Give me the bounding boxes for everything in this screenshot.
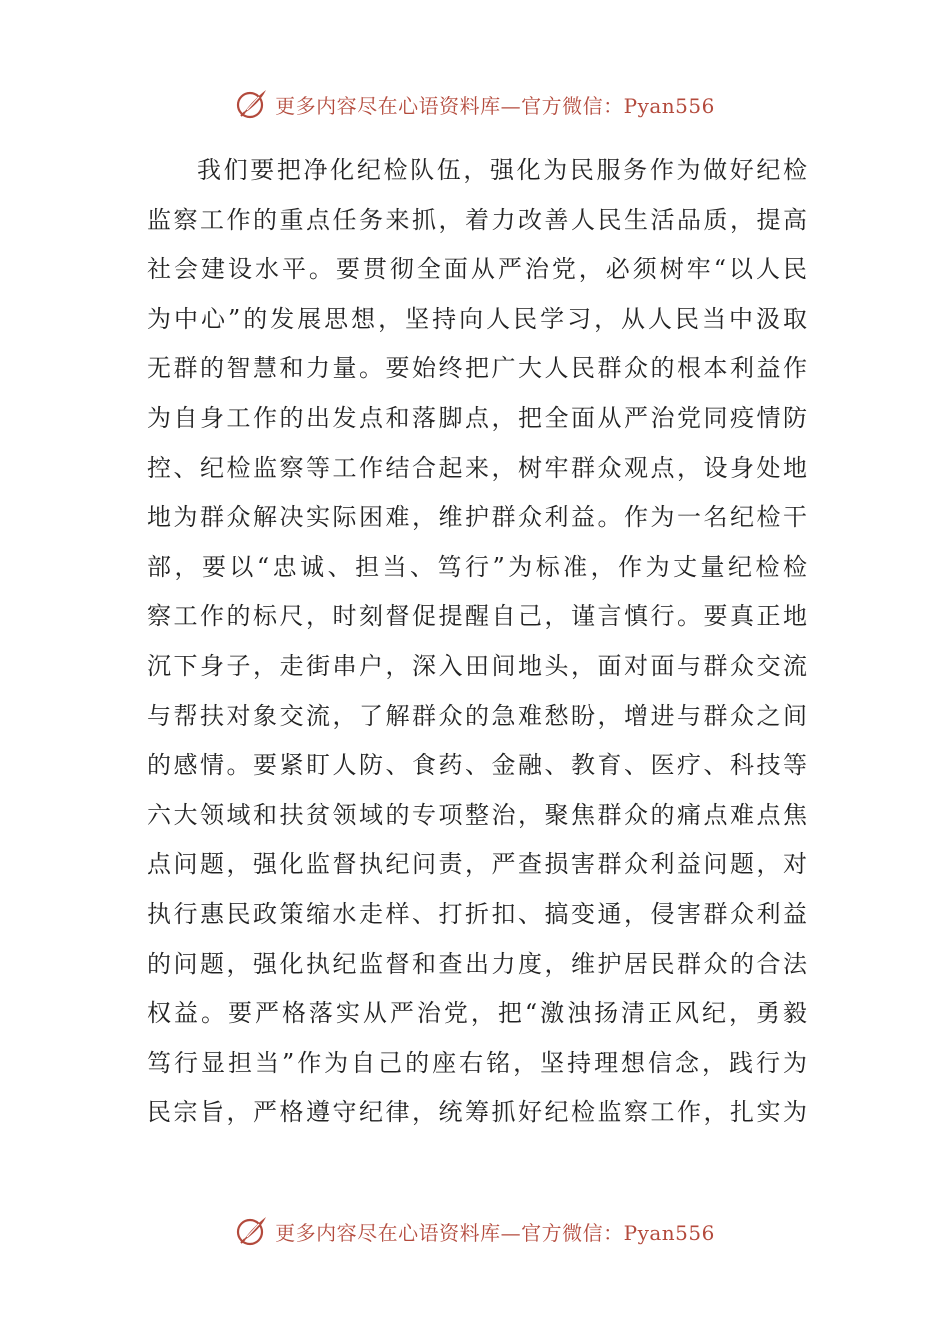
- body-line: 部，要以“忠诚、担当、笃行”为标准，作为丈量纪检检: [147, 552, 807, 581]
- header-watermark-banner: [0, 84, 950, 124]
- body-line: 察工作的标尺，时刻督促提醒自己，谨言慎行。要真正地: [147, 602, 807, 631]
- body-line: 的问题，强化执纪监督和查出力度，维护居民群众的合法: [147, 949, 807, 978]
- body-text: [147, 146, 807, 1138]
- footer-watermark-text: 更多内容尽在心语资料库—官方微信：Pyan556: [275, 1220, 715, 1245]
- body-line: 我们要把净化纪检队伍，强化为民服务作为做好纪检: [197, 156, 807, 184]
- body-line: 控、纪检监察等工作结合起来，树牢群众观点，设身处地: [147, 453, 807, 482]
- quill-pen-logo-icon: [235, 87, 269, 121]
- body-line: 无群的智慧和力量。要始终把广大人民群众的根本利益作: [147, 354, 807, 383]
- body-line: 与帮扶对象交流，了解群众的急难愁盼，增进与群众之间: [147, 701, 807, 730]
- body-line: 沉下身子，走街串户，深入田间地头，面对面与群众交流: [147, 651, 807, 680]
- footer-watermark-banner: [0, 1211, 950, 1251]
- header-watermark-text: 更多内容尽在心语资料库—官方微信：Pyan556: [275, 93, 715, 118]
- quill-pen-logo-icon: [235, 1214, 269, 1248]
- body-line: 监察工作的重点任务来抓，着力改善人民生活品质，提高: [147, 205, 807, 234]
- body-line: 点问题，强化监督执纪问责，严查损害群众利益问题，对: [147, 850, 807, 879]
- body-line: 民宗旨，严格遵守纪律，统筹抓好纪检监察工作，扎实为: [147, 1098, 807, 1127]
- body-line: 地为群众解决实际困难，维护群众利益。作为一名纪检干: [147, 503, 807, 532]
- body-line: 社会建设水平。要贯彻全面从严治党，必须树牢“以人民: [147, 255, 807, 284]
- body-line: 为中心”的发展思想，坚持向人民学习，从人民当中汲取: [147, 304, 807, 333]
- body-line: 笃行显担当”作为自己的座右铭，坚持理想信念，践行为: [147, 1048, 807, 1077]
- body-line: 的感情。要紧盯人防、食药、金融、教育、医疗、科技等: [147, 751, 807, 780]
- body-line: 为自身工作的出发点和落脚点，把全面从严治党同疫情防: [147, 403, 807, 432]
- body-line: 权益。要严格落实从严治党，把“激浊扬清正风纪，勇毅: [147, 999, 807, 1028]
- body-line: 六大领域和扶贫领域的专项整治，聚焦群众的痛点难点焦: [147, 800, 807, 829]
- body-line: 执行惠民政策缩水走样、打折扣、搞变通，侵害群众利益: [147, 899, 807, 928]
